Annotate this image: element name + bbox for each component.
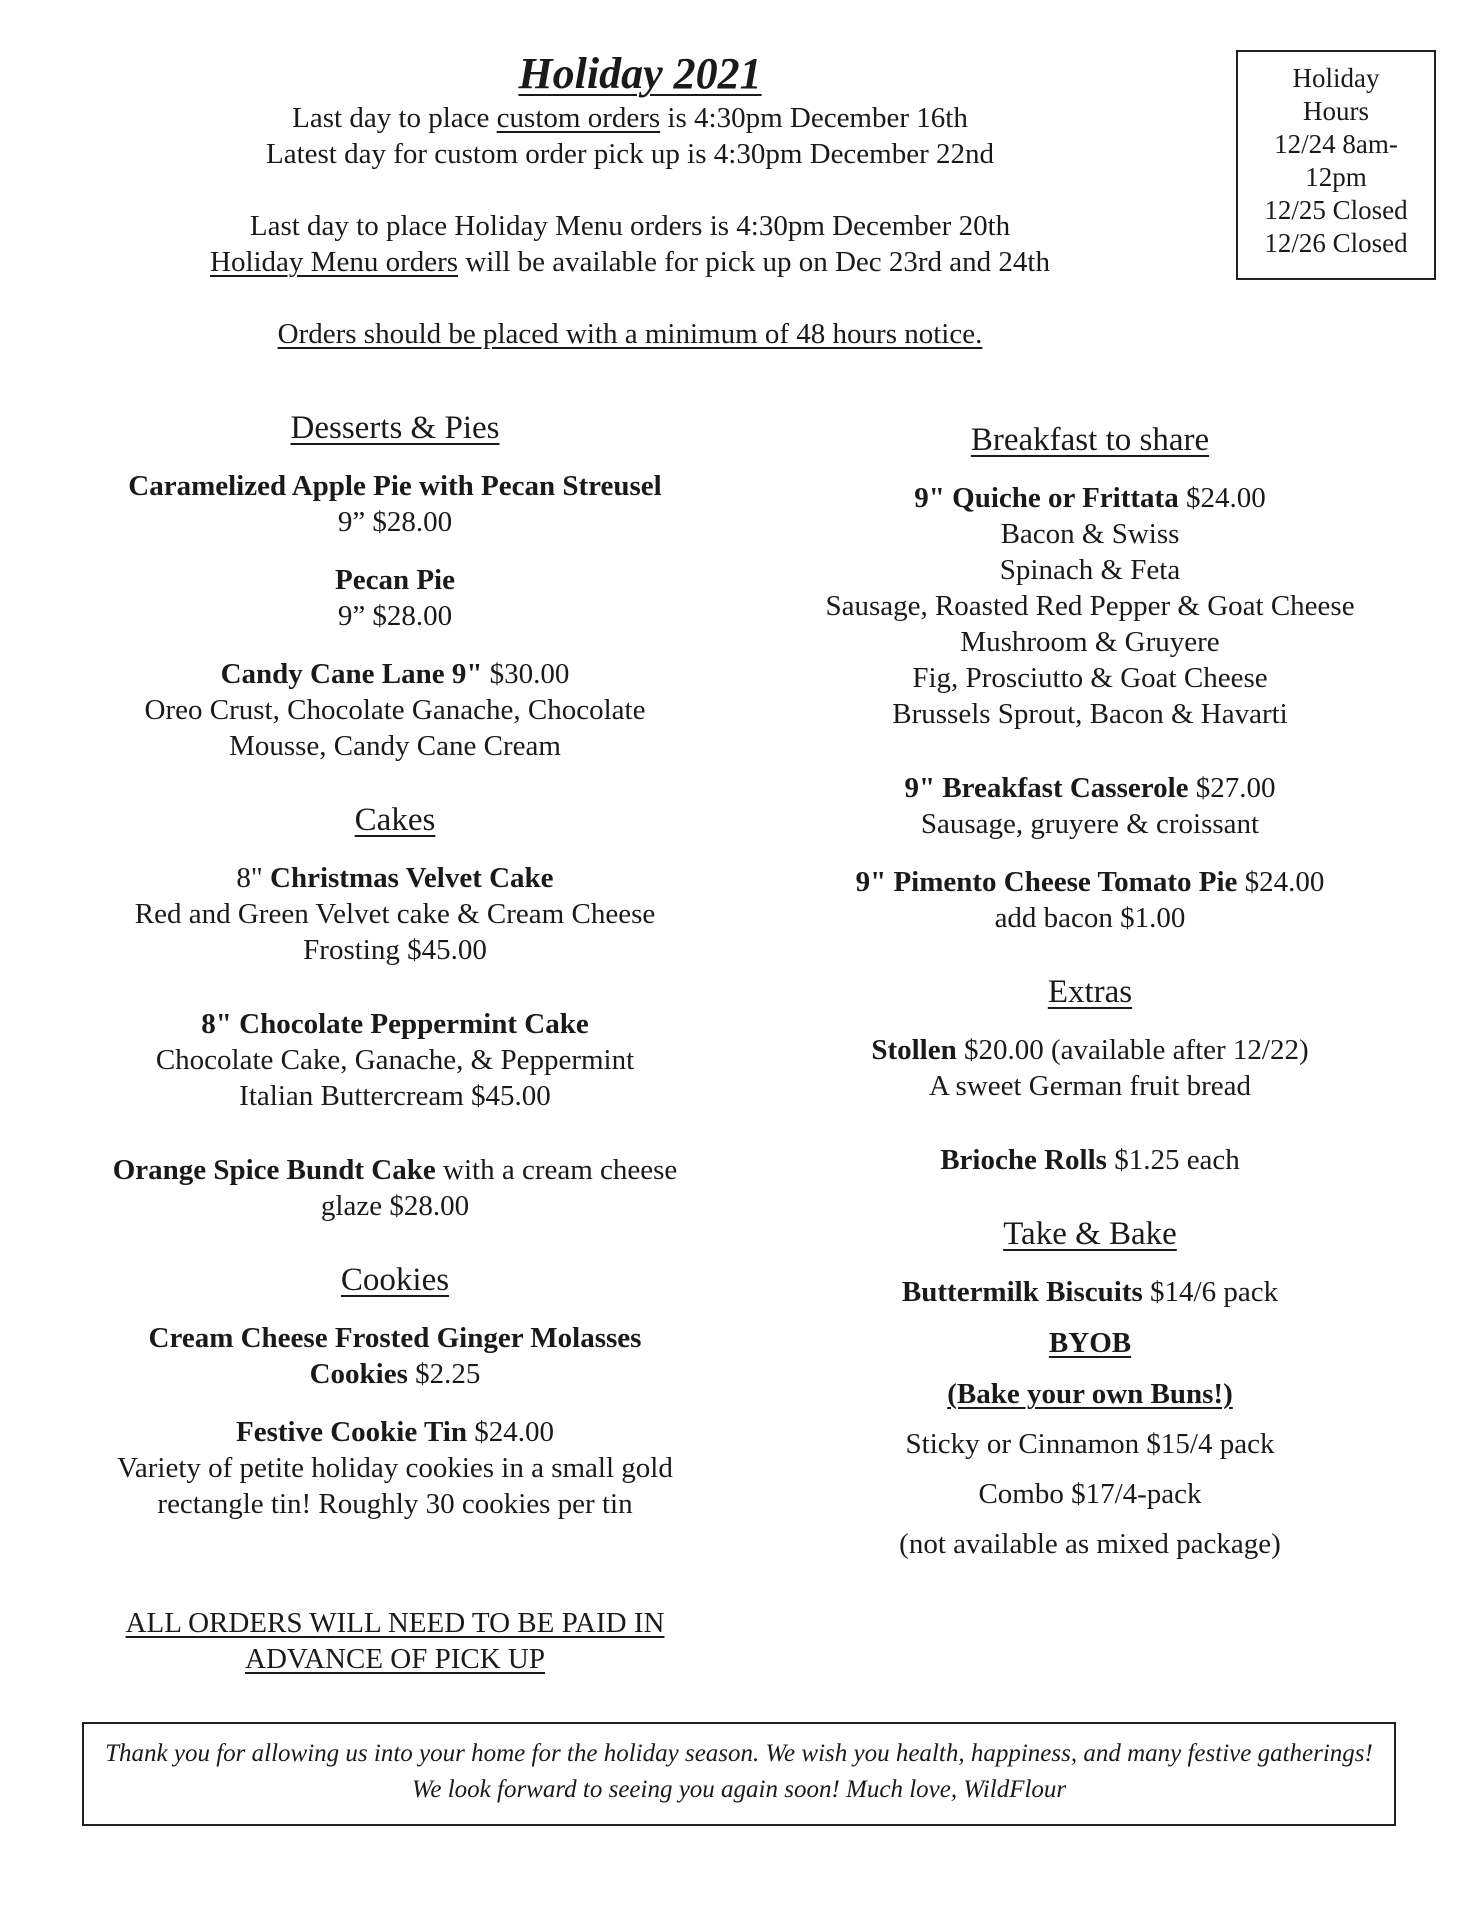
menu-item-breakfast-casserole: [770, 770, 1410, 842]
menu-item-chocolate-peppermint: [60, 1006, 730, 1114]
pickup-text: will be available for pick up on Dec 23rd and 24th: [458, 246, 1050, 278]
byob-note: (not available as mixed package): [899, 1528, 1281, 1560]
menu-item-christmas-velvet: [60, 860, 730, 968]
item-description: with a cream cheese: [435, 1154, 678, 1186]
item-price: $27.00: [1188, 772, 1276, 804]
menu-item-stollen: [770, 1032, 1410, 1104]
item-price: $2.25: [407, 1358, 481, 1390]
quiche-option: Sausage, Roasted Red Pepper & Goat Cheese: [825, 590, 1355, 622]
menu-item-candy-cane-lane: [60, 656, 730, 764]
item-price: 9” $28.00: [337, 506, 453, 538]
extras-heading: Extras: [1047, 974, 1133, 1010]
item-description: Oreo Crust, Chocolate Ganache, Chocolate: [144, 694, 646, 726]
item-price: $24.00: [1178, 482, 1266, 514]
holiday-menu-deadline: Last day to place Holiday Menu orders is 4:30pm December 20th: [249, 210, 1011, 242]
custom-pickup-deadline: Latest day for custom order pick up is 4:30pm December 22nd: [265, 138, 995, 170]
menu-item-apple-pie: [60, 468, 730, 540]
menu-item-pecan-pie: [60, 562, 730, 634]
thank-you-box: [82, 1722, 1396, 1826]
item-description: Italian Buttercream $45.00: [239, 1080, 551, 1112]
quiche-option: Bacon & Swiss: [1000, 518, 1180, 550]
item-description: rectangle tin! Roughly 30 cookies per tin: [157, 1488, 633, 1520]
item-description: A sweet German fruit bread: [928, 1070, 1252, 1102]
byob-heading: BYOB: [1048, 1327, 1132, 1359]
item-description: Variety of petite holiday cookies in a small gold: [117, 1452, 673, 1484]
quiche-option: Brussels Sprout, Bacon & Havarti: [892, 698, 1288, 730]
hours-line: 12pm: [1305, 162, 1367, 192]
item-description: Frosting $45.00: [303, 934, 487, 966]
payment-note: [60, 1605, 730, 1677]
item-price: 9” $28.00: [337, 600, 453, 632]
desserts-heading: Desserts & Pies: [290, 410, 500, 446]
item-name: Festive Cookie Tin: [236, 1416, 467, 1448]
hours-line: Hours: [1303, 96, 1369, 126]
deadline-text: is 4:30pm December 16th: [660, 102, 968, 134]
item-name: 9" Quiche or Frittata: [914, 482, 1179, 514]
cakes-heading: Cakes: [354, 802, 436, 838]
item-name: Stollen: [871, 1034, 957, 1066]
item-price: $14/6 pack: [1142, 1276, 1279, 1308]
item-name: Buttermilk Biscuits: [901, 1276, 1143, 1308]
item-name: Cookies: [309, 1358, 408, 1390]
item-price: $1.25 each: [1106, 1144, 1240, 1176]
menu-item-brioche: [770, 1142, 1410, 1178]
item-description: Red and Green Velvet cake & Cream Cheese: [134, 898, 656, 930]
item-name: 8" Chocolate Peppermint Cake: [201, 1008, 589, 1040]
item-name: Brioche Rolls: [940, 1144, 1107, 1176]
hours-line: 12/26 Closed: [1264, 228, 1408, 258]
item-size: 8": [236, 862, 271, 894]
item-name: Candy Cane Lane 9": [220, 658, 483, 690]
menu-item-cookie-tin: [60, 1414, 730, 1522]
deadline-text: Last day to place: [292, 102, 497, 134]
item-name: Cream Cheese Frosted Ginger Molasses: [148, 1322, 642, 1354]
order-deadlines: [160, 100, 1100, 352]
item-name: Orange Spice Bundt Cake: [112, 1154, 436, 1186]
item-name: 9" Pimento Cheese Tomato Pie: [855, 866, 1238, 898]
hours-line: Holiday: [1292, 63, 1380, 93]
quiche-option: Fig, Prosciutto & Goat Cheese: [912, 662, 1268, 694]
menu-item-ginger-cookies: [60, 1320, 730, 1392]
hours-line: 12/25 Closed: [1264, 195, 1408, 225]
item-price: $30.00: [482, 658, 570, 690]
item-name: Pecan Pie: [335, 564, 455, 596]
page-title: Holiday 2021: [518, 49, 762, 98]
thank-you-signoff: We look forward to seeing you again soon! Much love, WildFlour: [411, 1776, 1067, 1803]
item-description: Chocolate Cake, Ganache, & Peppermint: [155, 1044, 635, 1076]
item-price: $24.00: [466, 1416, 554, 1448]
payment-note-line: ADVANCE OF PICK UP: [245, 1643, 545, 1675]
cookies-heading: Cookies: [340, 1262, 450, 1298]
menu-item-orange-bundt: [60, 1152, 730, 1224]
byob-combo: Combo $17/4-pack: [978, 1478, 1202, 1510]
quiche-option: Spinach & Feta: [999, 554, 1181, 586]
item-name: 9" Breakfast Casserole: [904, 772, 1189, 804]
item-name: Christmas Velvet Cake: [270, 862, 554, 894]
item-name: Caramelized Apple Pie with Pecan Streusel: [128, 470, 662, 502]
holiday-menu-pickup: [160, 244, 1100, 280]
item-description: Sausage, gruyere & croissant: [920, 808, 1260, 840]
byob-subheading: (Bake your own Buns!): [947, 1378, 1233, 1410]
thank-you-line: Thank you for allowing us into your home for the holiday season. We wish you health, happiness, and many festive gatherings!: [105, 1740, 1373, 1767]
item-description: glaze $28.00: [320, 1190, 470, 1222]
custom-orders-link: custom orders: [496, 102, 661, 134]
item-price: $20.00 (available after 12/22): [956, 1034, 1309, 1066]
menu-item-pimento-pie: [770, 864, 1410, 936]
breakfast-heading: Breakfast to share: [970, 422, 1210, 458]
left-column: [60, 410, 730, 1522]
item-price: $24.00: [1237, 866, 1325, 898]
notice-text: Orders should be placed with a minimum of 48 hours notice.: [277, 318, 983, 350]
item-description: add bacon $1.00: [994, 902, 1186, 934]
holiday-hours-box: [1236, 50, 1436, 280]
byob-sticky: Sticky or Cinnamon $15/4 pack: [905, 1428, 1275, 1460]
quiche-option: Mushroom & Gruyere: [960, 626, 1220, 658]
take-bake-heading: Take & Bake: [1003, 1216, 1177, 1252]
hours-line: 12/24 8am-: [1274, 129, 1398, 159]
menu-item-biscuits: [770, 1274, 1410, 1310]
payment-note-line: ALL ORDERS WILL NEED TO BE PAID IN: [125, 1607, 665, 1639]
menu-item-quiche: [770, 480, 1410, 732]
holiday-menu-orders-link: Holiday Menu orders: [210, 246, 459, 278]
right-column: [770, 422, 1410, 1562]
item-description: Mousse, Candy Cane Cream: [229, 730, 561, 762]
custom-order-deadline: [160, 100, 1100, 136]
